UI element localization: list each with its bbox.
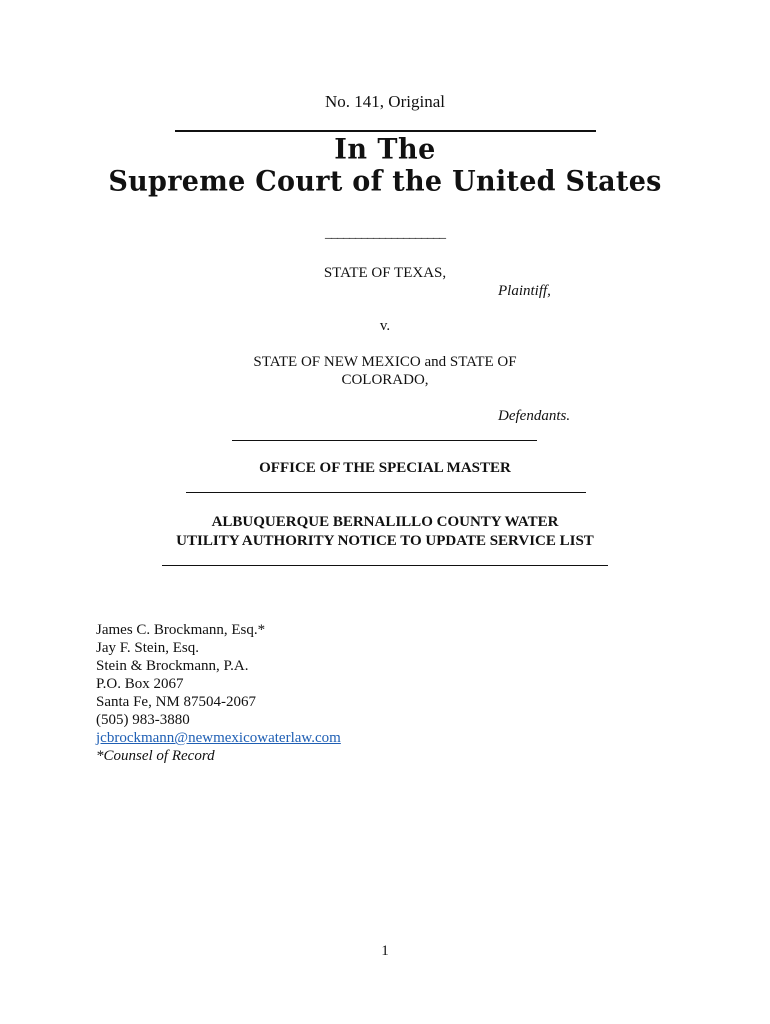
versus-label: v. (379, 318, 391, 334)
city-state-zip: Santa Fe, NM 87504-2067 (96, 694, 256, 710)
rule-under-case-number (175, 130, 596, 132)
email-link[interactable]: jcbrockmann@newmexicowaterlaw.com (96, 730, 341, 746)
page-number: 1 (381, 943, 389, 959)
phone-number: (505) 983-3880 (96, 712, 190, 728)
short-separator: ____________________ (325, 226, 445, 241)
court-heading-line2-text: Supreme Court of the United States (108, 165, 662, 198)
law-firm: Stein & Brockmann, P.A. (96, 658, 249, 674)
defendants-role: Defendants. (498, 408, 571, 424)
defendants-line2: COLORADO, (341, 372, 429, 388)
rule-under-defendants (232, 440, 537, 441)
document-title-line1: ALBUQUERQUE BERNALILLO COUNTY WATER (211, 514, 559, 530)
rule-under-title (162, 565, 608, 566)
document-title-line2: UTILITY AUTHORITY NOTICE TO UPDATE SERVICE LIST (176, 533, 594, 549)
counsel-block (96, 621, 341, 765)
court-heading-line1 (0, 134, 770, 165)
rule-under-office (186, 492, 586, 493)
plaintiff-role: Plaintiff, (498, 283, 551, 299)
plaintiff-name: STATE OF TEXAS, (323, 265, 447, 281)
counsel-of-record-note: *Counsel of Record (96, 748, 215, 764)
case-number: No. 141, Original (325, 92, 445, 111)
court-heading-line2 (0, 166, 770, 197)
attorney-2: Jay F. Stein, Esq. (96, 640, 199, 656)
attorney-1: James C. Brockmann, Esq.* (96, 622, 266, 638)
po-box: P.O. Box 2067 (96, 676, 184, 692)
court-heading-line1-text: In The (334, 133, 436, 166)
defendants-line1: STATE OF NEW MEXICO and STATE OF (253, 354, 517, 370)
office-heading: OFFICE OF THE SPECIAL MASTER (259, 460, 511, 476)
